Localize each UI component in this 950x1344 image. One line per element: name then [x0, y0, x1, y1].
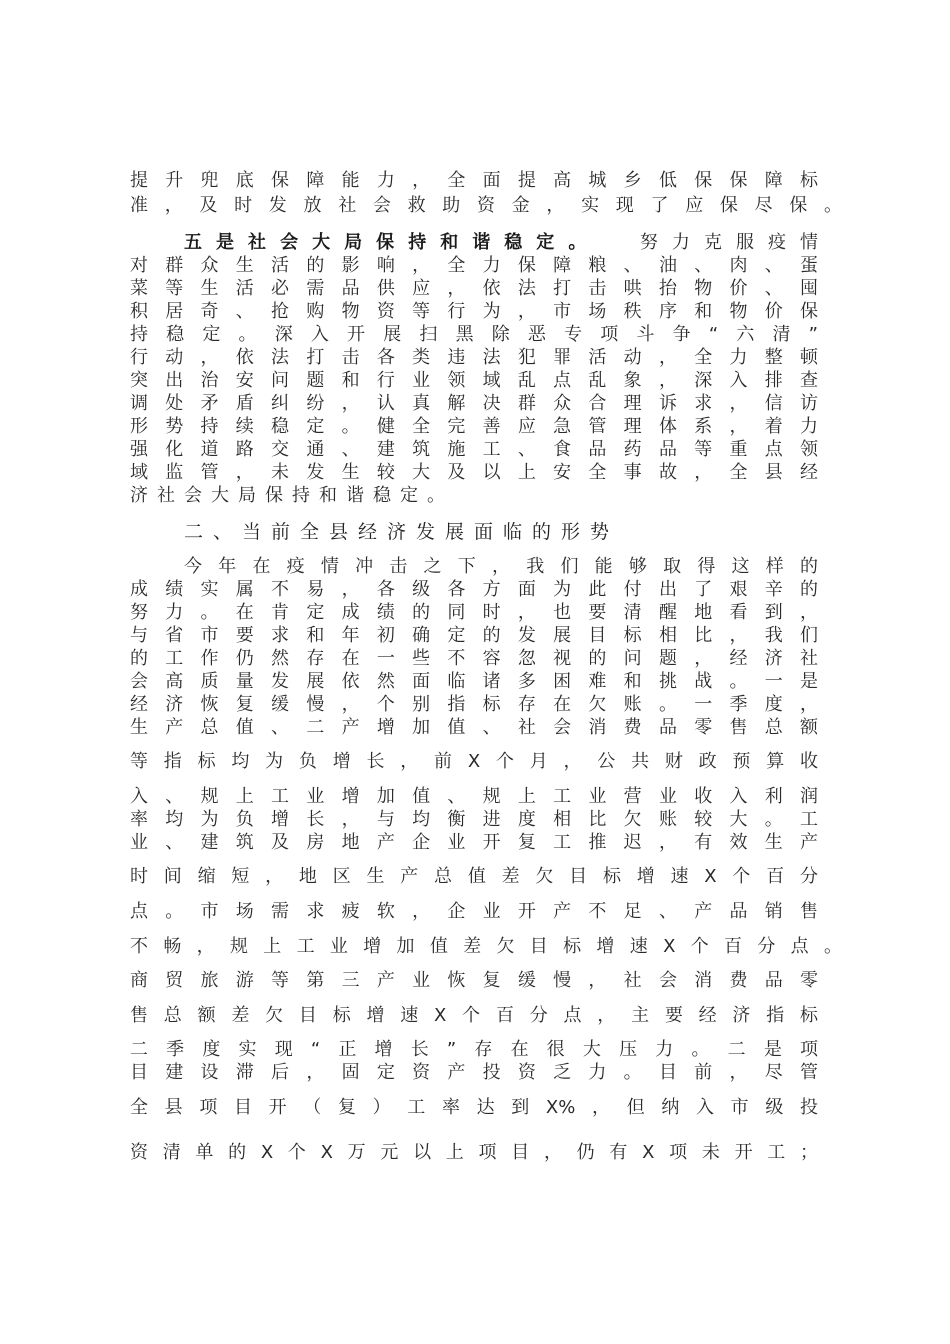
text-line: 提升兜底保障能力，全面提高城乡低保保障标 [130, 170, 818, 191]
text-line: 不畅，规上工业增加值差欠目标增速X个百分点。 [130, 936, 842, 957]
text-line: 菜等生活必需品供应，依法打击哄抬物价、囤 [130, 278, 818, 299]
text-line: 全县项目开（复）工率达到X%，但纳入市级投 [130, 1097, 818, 1118]
text-line: 成绩实属不易，各级各方面为此付出了艰辛的 [130, 579, 818, 600]
text-line: 对群众生活的影响，全力保障粮、油、肉、蛋 [130, 255, 818, 276]
text-line: 资清单的X个X万元以上项目，仍有X项未开工； [130, 1142, 818, 1163]
text-line: 点。市场需求疲软，企业开产不足、产品销售 [130, 901, 818, 922]
text-line: 积居奇、抢购物资等行为，市场秩序和物价保 [130, 301, 818, 322]
text-line: 会高质量发展依然面临诸多困难和挑战。一是 [130, 671, 818, 692]
text-line: 行动，依法打击各类违法犯罪活动，全力整顿 [130, 347, 818, 368]
text-line: 率均为负增长，与均衡进度相比欠账较大。工 [130, 809, 818, 830]
text-line [184, 233, 818, 253]
text-line: 时间缩短，地区生产总值差欠目标增速X个百分 [130, 866, 818, 887]
text-line: 的工作仍然存在一些不容忽视的问题，经济社 [130, 648, 818, 669]
text-line: 今年在疫情冲击之下，我们能够取得这样的 [184, 556, 818, 577]
text-line: 业、建筑及房地产企业开复工推迟，有效生产 [130, 832, 818, 853]
text-line: 努力。在肯定成绩的同时，也要清醒地看到， [130, 602, 818, 623]
text-line: 商贸旅游等第三产业恢复缓慢，社会消费品零 [130, 970, 818, 991]
text-line: 持稳定。深入开展扫黑除恶专项斗争“六清” [130, 324, 818, 345]
text-line: 经济恢复缓慢，个别指标存在欠账。一季度， [130, 694, 818, 715]
text-line: 突出治安问题和行业领域乱点乱象，深入排查 [130, 370, 818, 391]
text-line: 域监管，未发生较大及以上安全事故，全县经 [130, 462, 818, 483]
text-line: 二季度实现“正增长”存在很大压力。二是项 [130, 1039, 818, 1060]
text-line: 与省市要求和年初确定的发展目标相比，我们 [130, 625, 818, 646]
text-line: 入、规上工业增加值、规上工业营业收入利润 [130, 786, 818, 807]
text-line: 强化道路交通、建筑施工、食品药品等重点领 [130, 439, 818, 460]
text-line: 等指标均为负增长，前X个月，公共财政预算收 [130, 751, 818, 772]
text-line: 调处矛盾纠纷，认真解决群众合理诉求，信访 [130, 393, 818, 414]
text-line: 目建设滞后，固定资产投资乏力。目前，尽管 [130, 1062, 818, 1083]
text-span: 努力克服疫情 [639, 232, 818, 253]
text-line: 售总额差欠目标增速X个百分点，主要经济指标 [130, 1005, 818, 1026]
section-heading: 五是社会大局保持和谐稳定。 [184, 232, 601, 253]
section-title: 二、当前全县经济发展面临的形势 [184, 521, 620, 543]
text-line: 生产总值、二产增加值、社会消费品零售总额 [130, 717, 818, 738]
text-line: 准，及时发放社会救助资金，实现了应保尽保。 [130, 195, 842, 216]
text-line: 济社会大局保持和谐稳定。 [130, 485, 454, 506]
text-line: 形势持续稳定。健全完善应急管理体系，着力 [130, 416, 818, 437]
